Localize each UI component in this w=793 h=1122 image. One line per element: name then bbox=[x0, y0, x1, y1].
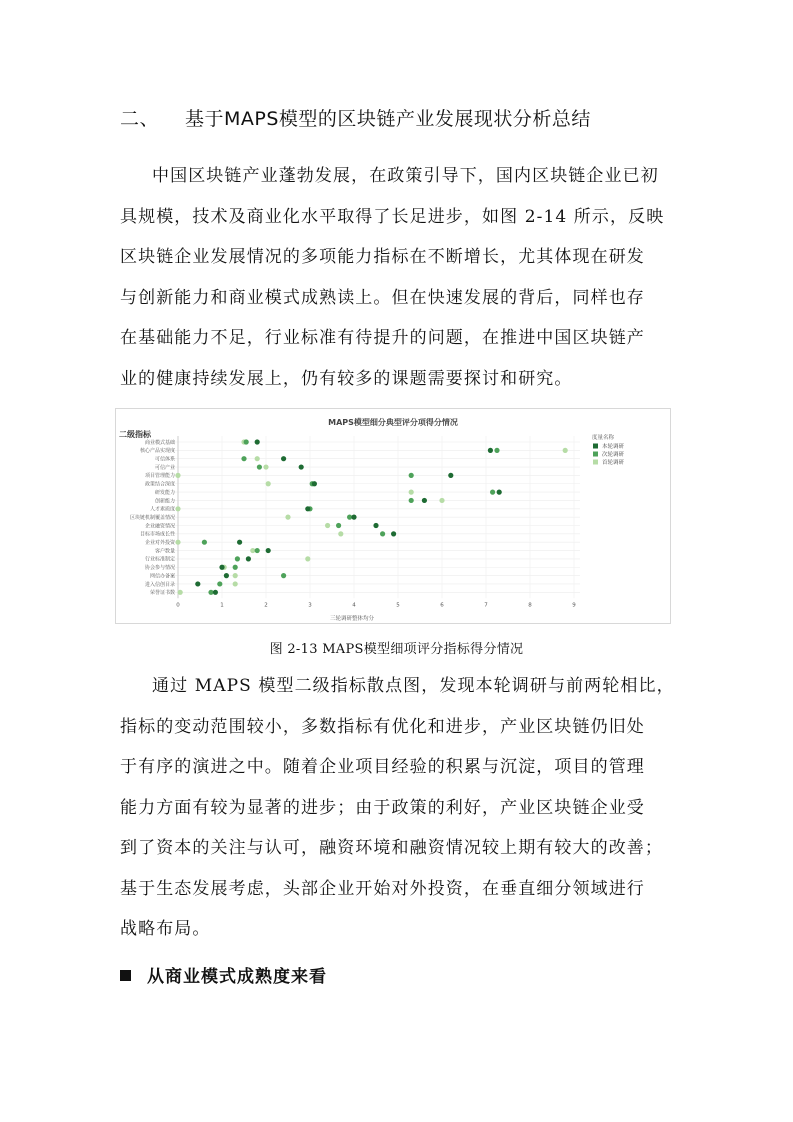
section-heading bbox=[120, 104, 591, 131]
category-label: 行业标准制定 bbox=[144, 556, 175, 563]
data-point bbox=[391, 531, 396, 536]
data-point bbox=[305, 506, 310, 511]
data-point bbox=[448, 473, 453, 478]
data-point bbox=[241, 456, 246, 461]
data-point bbox=[351, 515, 356, 520]
category-label: 创新能力 bbox=[154, 498, 175, 505]
data-point bbox=[409, 490, 414, 495]
paragraph-line: 能力方面有较为显著的进步；由于政策的利好，产业区块链企业受 bbox=[120, 797, 645, 818]
data-point bbox=[439, 498, 444, 503]
paragraph-line: 于有序的演进之中。随着企业项目经验的积累与沉淀，项目的管理 bbox=[120, 757, 645, 777]
category-label: 网信办备案 bbox=[149, 573, 175, 580]
scatter-chart-figure bbox=[115, 408, 671, 624]
data-point bbox=[325, 523, 330, 528]
data-point bbox=[255, 548, 260, 553]
data-point bbox=[219, 565, 224, 570]
data-point bbox=[266, 548, 271, 553]
data-point bbox=[380, 531, 385, 536]
data-point bbox=[217, 581, 222, 586]
data-point bbox=[490, 490, 495, 495]
category-label: 项目管理能力 bbox=[144, 473, 175, 480]
section-number: 二、 bbox=[120, 108, 160, 130]
data-point bbox=[305, 556, 310, 561]
section-title: 基于MAPS模型的区块链产业发展现状分析总结 bbox=[185, 108, 591, 130]
paragraph-line: 到了资本的关注与认可，融资环境和融资情况较上期有较大的改善； bbox=[120, 838, 663, 858]
data-point bbox=[338, 531, 343, 536]
intro-paragraph bbox=[120, 156, 664, 399]
category-label: 研发能力 bbox=[154, 489, 175, 496]
data-point bbox=[202, 540, 207, 545]
data-point bbox=[281, 573, 286, 578]
data-point bbox=[373, 523, 378, 528]
category-label: 核心产品实现度 bbox=[139, 448, 175, 455]
data-point bbox=[563, 448, 568, 453]
legend-swatch bbox=[593, 452, 598, 457]
data-point bbox=[255, 456, 260, 461]
category-label: 商业模式基础 bbox=[144, 439, 175, 446]
data-point bbox=[175, 506, 180, 511]
data-point bbox=[409, 498, 414, 503]
x-tick-label: 9 bbox=[572, 602, 576, 609]
data-point bbox=[233, 565, 238, 570]
category-label: 企业融资情况 bbox=[144, 523, 175, 530]
data-point bbox=[285, 515, 290, 520]
paragraph-line: 战略布局。 bbox=[120, 919, 211, 939]
legend-label: 首轮调研 bbox=[602, 460, 625, 466]
x-tick-label: 8 bbox=[528, 602, 532, 609]
legend-swatch bbox=[593, 444, 598, 449]
paragraph-line: 中国区块链产业蓬勃发展，在政策引导下，国内区块链企业已初 bbox=[152, 166, 659, 186]
data-point bbox=[244, 439, 249, 444]
data-point bbox=[178, 590, 183, 595]
data-point bbox=[281, 456, 286, 461]
data-point bbox=[497, 490, 502, 495]
x-tick-label: 1 bbox=[220, 602, 224, 609]
data-point bbox=[488, 448, 493, 453]
data-point bbox=[494, 448, 499, 453]
data-point bbox=[175, 473, 180, 478]
data-point bbox=[257, 464, 262, 469]
legend-swatch bbox=[593, 460, 598, 465]
category-label: 客户数量 bbox=[154, 548, 175, 555]
category-label: 可信体系 bbox=[154, 456, 175, 463]
data-point bbox=[224, 573, 229, 578]
x-tick-label: 2 bbox=[264, 602, 268, 609]
data-point bbox=[299, 464, 304, 469]
legend-label: 本轮调研 bbox=[602, 444, 625, 450]
figure-caption: 图 2-13 MAPS模型细项评分指标得分情况 bbox=[269, 642, 524, 657]
data-point bbox=[233, 581, 238, 586]
category-label: 荣誉证书数 bbox=[149, 590, 175, 597]
x-tick-label: 3 bbox=[308, 602, 312, 609]
paragraph-line: 在基础能力不足，行业标准有待提升的问题，在推进中国区块链产 bbox=[120, 328, 645, 348]
square-bullet-icon bbox=[120, 970, 131, 981]
paragraph-line: 基于生态发展考虑，头部企业开始对外投资，在垂直细分领域进行 bbox=[120, 878, 645, 899]
category-label: 政策结合深度 bbox=[144, 481, 175, 488]
legend-title: 度量名称 bbox=[592, 435, 615, 441]
paragraph-line: 指标的变动范围较小，多数指标有优化和进步，产业区块链仍旧处 bbox=[120, 716, 645, 737]
x-axis-title: 三轮调研整体均分 bbox=[329, 616, 375, 622]
data-point bbox=[175, 540, 180, 545]
data-point bbox=[255, 439, 260, 444]
bullet-heading bbox=[120, 962, 327, 987]
category-label: 目标市场成长性 bbox=[139, 531, 175, 538]
data-point bbox=[235, 556, 240, 561]
paragraph-line: 具规模，技术及商业化水平取得了长足进步，如图 2-14 所示，反映 bbox=[120, 206, 665, 227]
category-label: 人才素质度 bbox=[149, 506, 175, 513]
paragraph-line: 业的健康持续发展上，仍有较多的课题需要探讨和研究。 bbox=[120, 368, 573, 389]
data-point bbox=[266, 481, 271, 486]
category-label: 协会参与情况 bbox=[144, 565, 175, 572]
chart-title: MAPS模型细分典型评分项得分情况 bbox=[328, 418, 458, 427]
category-label: 进入信创目录 bbox=[144, 581, 175, 588]
bullet-heading-text: 从商业模式成熟度来看 bbox=[147, 967, 327, 987]
data-point bbox=[336, 523, 341, 528]
data-point bbox=[237, 540, 242, 545]
data-point bbox=[422, 498, 427, 503]
y-axis-title: 二级指标 bbox=[119, 430, 151, 439]
x-tick-label: 0 bbox=[176, 602, 180, 609]
paragraph-line: 与创新能力和商业模式成熟读上。但在快速发展的背后，同样也存 bbox=[120, 287, 645, 308]
data-point bbox=[263, 464, 268, 469]
category-label: 区块链机制覆盖情况 bbox=[129, 514, 175, 521]
x-tick-label: 5 bbox=[396, 602, 400, 609]
scatter-chart bbox=[116, 409, 670, 623]
data-point bbox=[312, 481, 317, 486]
data-point bbox=[195, 581, 200, 586]
paragraph-line: 通过 MAPS 模型二级指标散点图，发现本轮调研与前两轮相比， bbox=[152, 676, 675, 696]
category-label: 可信产业 bbox=[154, 464, 175, 471]
legend-label: 次轮调研 bbox=[602, 452, 625, 458]
analysis-paragraph bbox=[120, 666, 675, 950]
x-tick-label: 6 bbox=[440, 602, 444, 609]
data-point bbox=[233, 573, 238, 578]
x-tick-label: 7 bbox=[484, 602, 488, 609]
data-point bbox=[213, 590, 218, 595]
paragraph-line: 区块链企业发展情况的多项能力指标在不断增长，尤其体现在研发 bbox=[120, 247, 645, 267]
data-point bbox=[246, 556, 251, 561]
x-tick-label: 4 bbox=[352, 602, 356, 609]
data-point bbox=[409, 473, 414, 478]
category-label: 企业对外投资 bbox=[144, 540, 175, 546]
